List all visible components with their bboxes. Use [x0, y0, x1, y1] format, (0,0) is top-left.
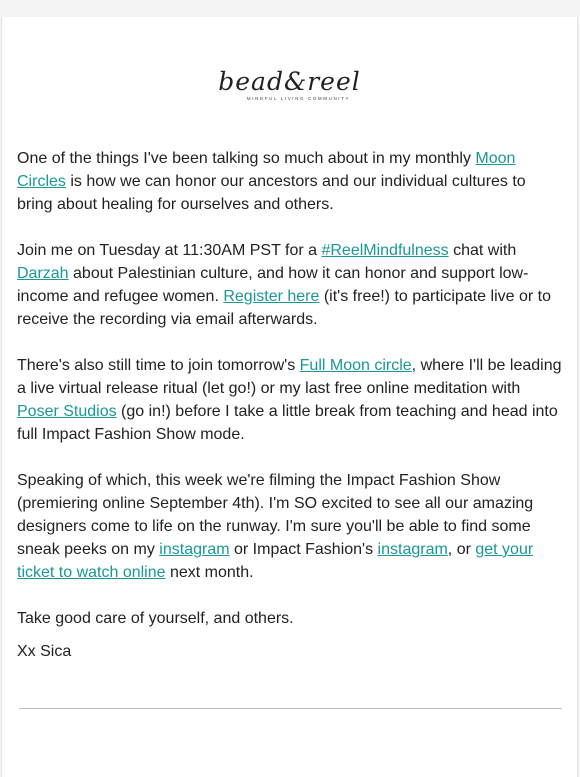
text: chat with	[448, 242, 517, 259]
poser-studios-link[interactable]: Poser Studios	[17, 403, 117, 420]
text: There's also still time to join tomorrow's	[17, 357, 300, 374]
register-link[interactable]: Register here	[223, 288, 320, 305]
closing-line: Take good care of yourself, and others.	[17, 610, 294, 627]
paragraph-impact-fashion	[17, 469, 562, 584]
text: is how we can honor our ancestors and our individual cultures to bring about healing for ourselves and others.	[17, 173, 526, 213]
full-moon-circle-link[interactable]: Full Moon circle	[299, 357, 412, 374]
text: One of the things I've been talking so much about in my monthly	[17, 150, 476, 167]
reel-mindfulness-link[interactable]: #ReelMindfulness	[321, 242, 449, 259]
get-ticket-link[interactable]: get your ticket to watch online	[17, 541, 534, 581]
text: Join me on Tuesday at 11:30AM PST for a	[17, 242, 322, 259]
darzah-link[interactable]: Darzah	[17, 265, 69, 282]
email-body	[17, 147, 562, 673]
signature: Xx Sica	[17, 643, 72, 660]
text: next month.	[165, 564, 254, 581]
text: (go in!) before I take a little break from teaching and head into full Impact Fashion Show mode.	[17, 403, 558, 443]
footer-divider	[19, 708, 562, 709]
brand-logo[interactable]	[2, 69, 577, 101]
impact-fashion-instagram-link[interactable]: instagram	[377, 541, 448, 558]
paragraph-moon-circles	[17, 147, 562, 216]
text: , or	[447, 541, 476, 558]
brand-wordmark: bead&reel	[218, 67, 361, 96]
instagram-link[interactable]: instagram	[159, 541, 230, 558]
text: or Impact Fashion's	[229, 541, 378, 558]
brand-tagline: MINDFUL LIVING COMMUNITY	[246, 96, 351, 101]
text: Speaking of which, this week we're filming the Impact Fashion Show (premiering online September 4th). I'm SO excited to see all our amazing designers come to life on the runway. I'm sure you'll be able to find some sneak peeks on my	[17, 472, 534, 558]
text: about Palestinian culture, and how it can honor and support low-income and refugee women.	[17, 265, 529, 305]
text: (it's free!) to participate live or to receive the recording via email afterwards.	[17, 288, 551, 328]
paragraph-full-moon	[17, 354, 562, 446]
moon-circles-link[interactable]: Moon Circles	[17, 150, 516, 190]
text: , where I'll be leading a live virtual release ritual (let go!) or my last free online meditation with	[17, 357, 562, 397]
paragraph-reel-mindfulness	[17, 239, 562, 331]
